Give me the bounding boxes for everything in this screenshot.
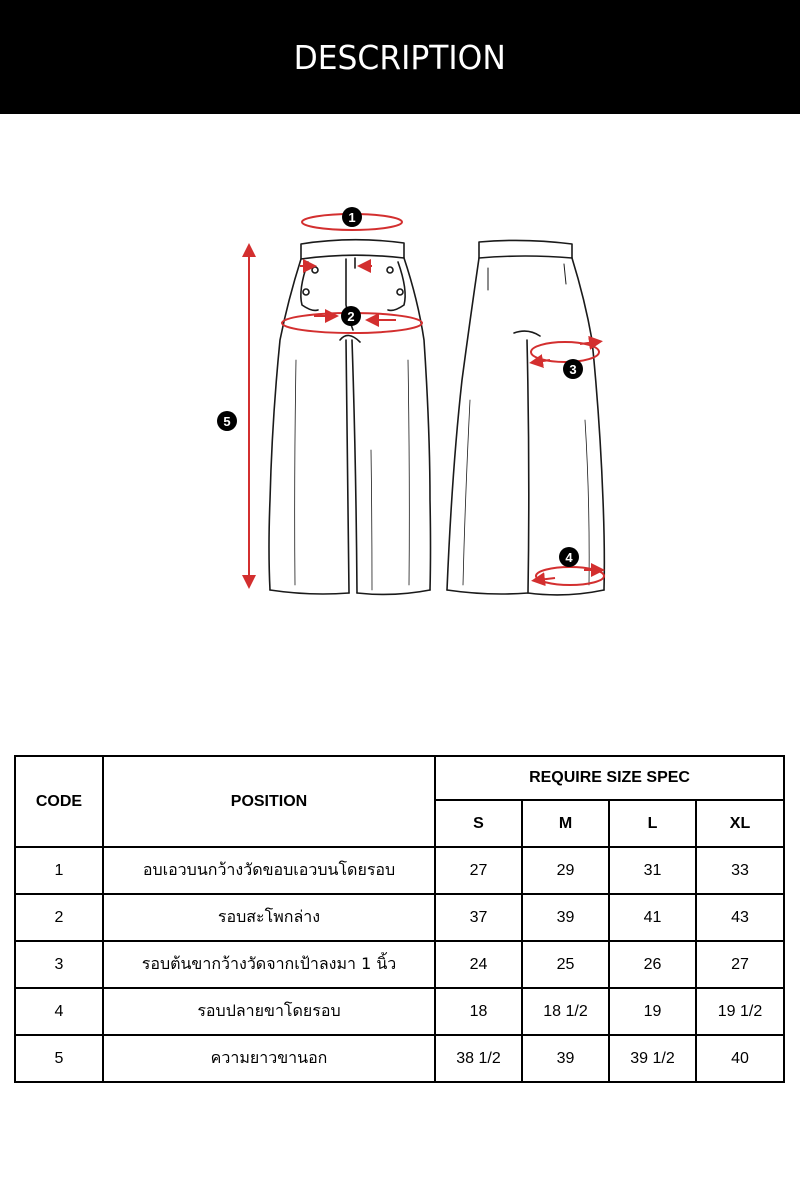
value-xl: 19 1/2 (696, 988, 784, 1035)
marker-5-label: 5 (223, 414, 231, 429)
value-s: 18 (435, 988, 522, 1035)
value-l: 31 (609, 847, 696, 894)
marker-3 (563, 359, 583, 379)
value-xl: 27 (696, 941, 784, 988)
value-s: 37 (435, 894, 522, 941)
row-code: 2 (15, 894, 103, 941)
col-header-size-m: M (522, 800, 609, 847)
col-header-size-l: L (609, 800, 696, 847)
value-m: 18 1/2 (522, 988, 609, 1035)
value-xl: 43 (696, 894, 784, 941)
table-row (15, 894, 784, 941)
measure-arrows (249, 214, 604, 585)
value-s: 24 (435, 941, 522, 988)
side-pants-drawing (447, 240, 604, 595)
pants-diagram-svg (0, 114, 800, 734)
row-code: 4 (15, 988, 103, 1035)
col-header-code: CODE (15, 756, 103, 847)
header-bar (0, 0, 800, 114)
marker-2-label: 2 (347, 309, 355, 324)
row-code: 3 (15, 941, 103, 988)
value-m: 25 (522, 941, 609, 988)
value-m: 39 (522, 1035, 609, 1082)
row-position: รอบต้นขากว้างวัดจากเป้าลงมา 1 นิ้ว (103, 941, 435, 988)
col-header-position: POSITION (103, 756, 435, 847)
value-xl: 40 (696, 1035, 784, 1082)
row-position: อบเอวบนกว้างวัดขอบเอวบนโดยรอบ (103, 847, 435, 894)
value-xl: 33 (696, 847, 784, 894)
table-row (15, 988, 784, 1035)
value-l: 26 (609, 941, 696, 988)
front-pants-drawing (269, 240, 431, 595)
row-code: 1 (15, 847, 103, 894)
table-row (15, 1035, 784, 1082)
size-spec-table (14, 755, 785, 1083)
marker-1 (342, 207, 362, 227)
table-row (15, 941, 784, 988)
row-position: รอบสะโพกล่าง (103, 894, 435, 941)
row-position: รอบปลายขาโดยรอบ (103, 988, 435, 1035)
row-position: ความยาวขานอก (103, 1035, 435, 1082)
col-header-size-xl: XL (696, 800, 784, 847)
col-header-spec: REQUIRE SIZE SPEC (435, 756, 784, 800)
value-s: 38 1/2 (435, 1035, 522, 1082)
size-diagram (0, 114, 800, 734)
marker-1-label: 1 (348, 210, 356, 225)
marker-2 (341, 306, 361, 326)
value-m: 39 (522, 894, 609, 941)
marker-3-label: 3 (569, 362, 577, 377)
marker-4-label: 4 (565, 550, 573, 565)
value-l: 39 1/2 (609, 1035, 696, 1082)
page-title: DESCRIPTION (293, 37, 507, 77)
row-code: 5 (15, 1035, 103, 1082)
value-l: 41 (609, 894, 696, 941)
value-s: 27 (435, 847, 522, 894)
col-header-size-s: S (435, 800, 522, 847)
table-row (15, 847, 784, 894)
value-l: 19 (609, 988, 696, 1035)
marker-5 (217, 411, 237, 431)
size-spec-table-wrap (14, 755, 783, 1083)
value-m: 29 (522, 847, 609, 894)
marker-4 (559, 547, 579, 567)
